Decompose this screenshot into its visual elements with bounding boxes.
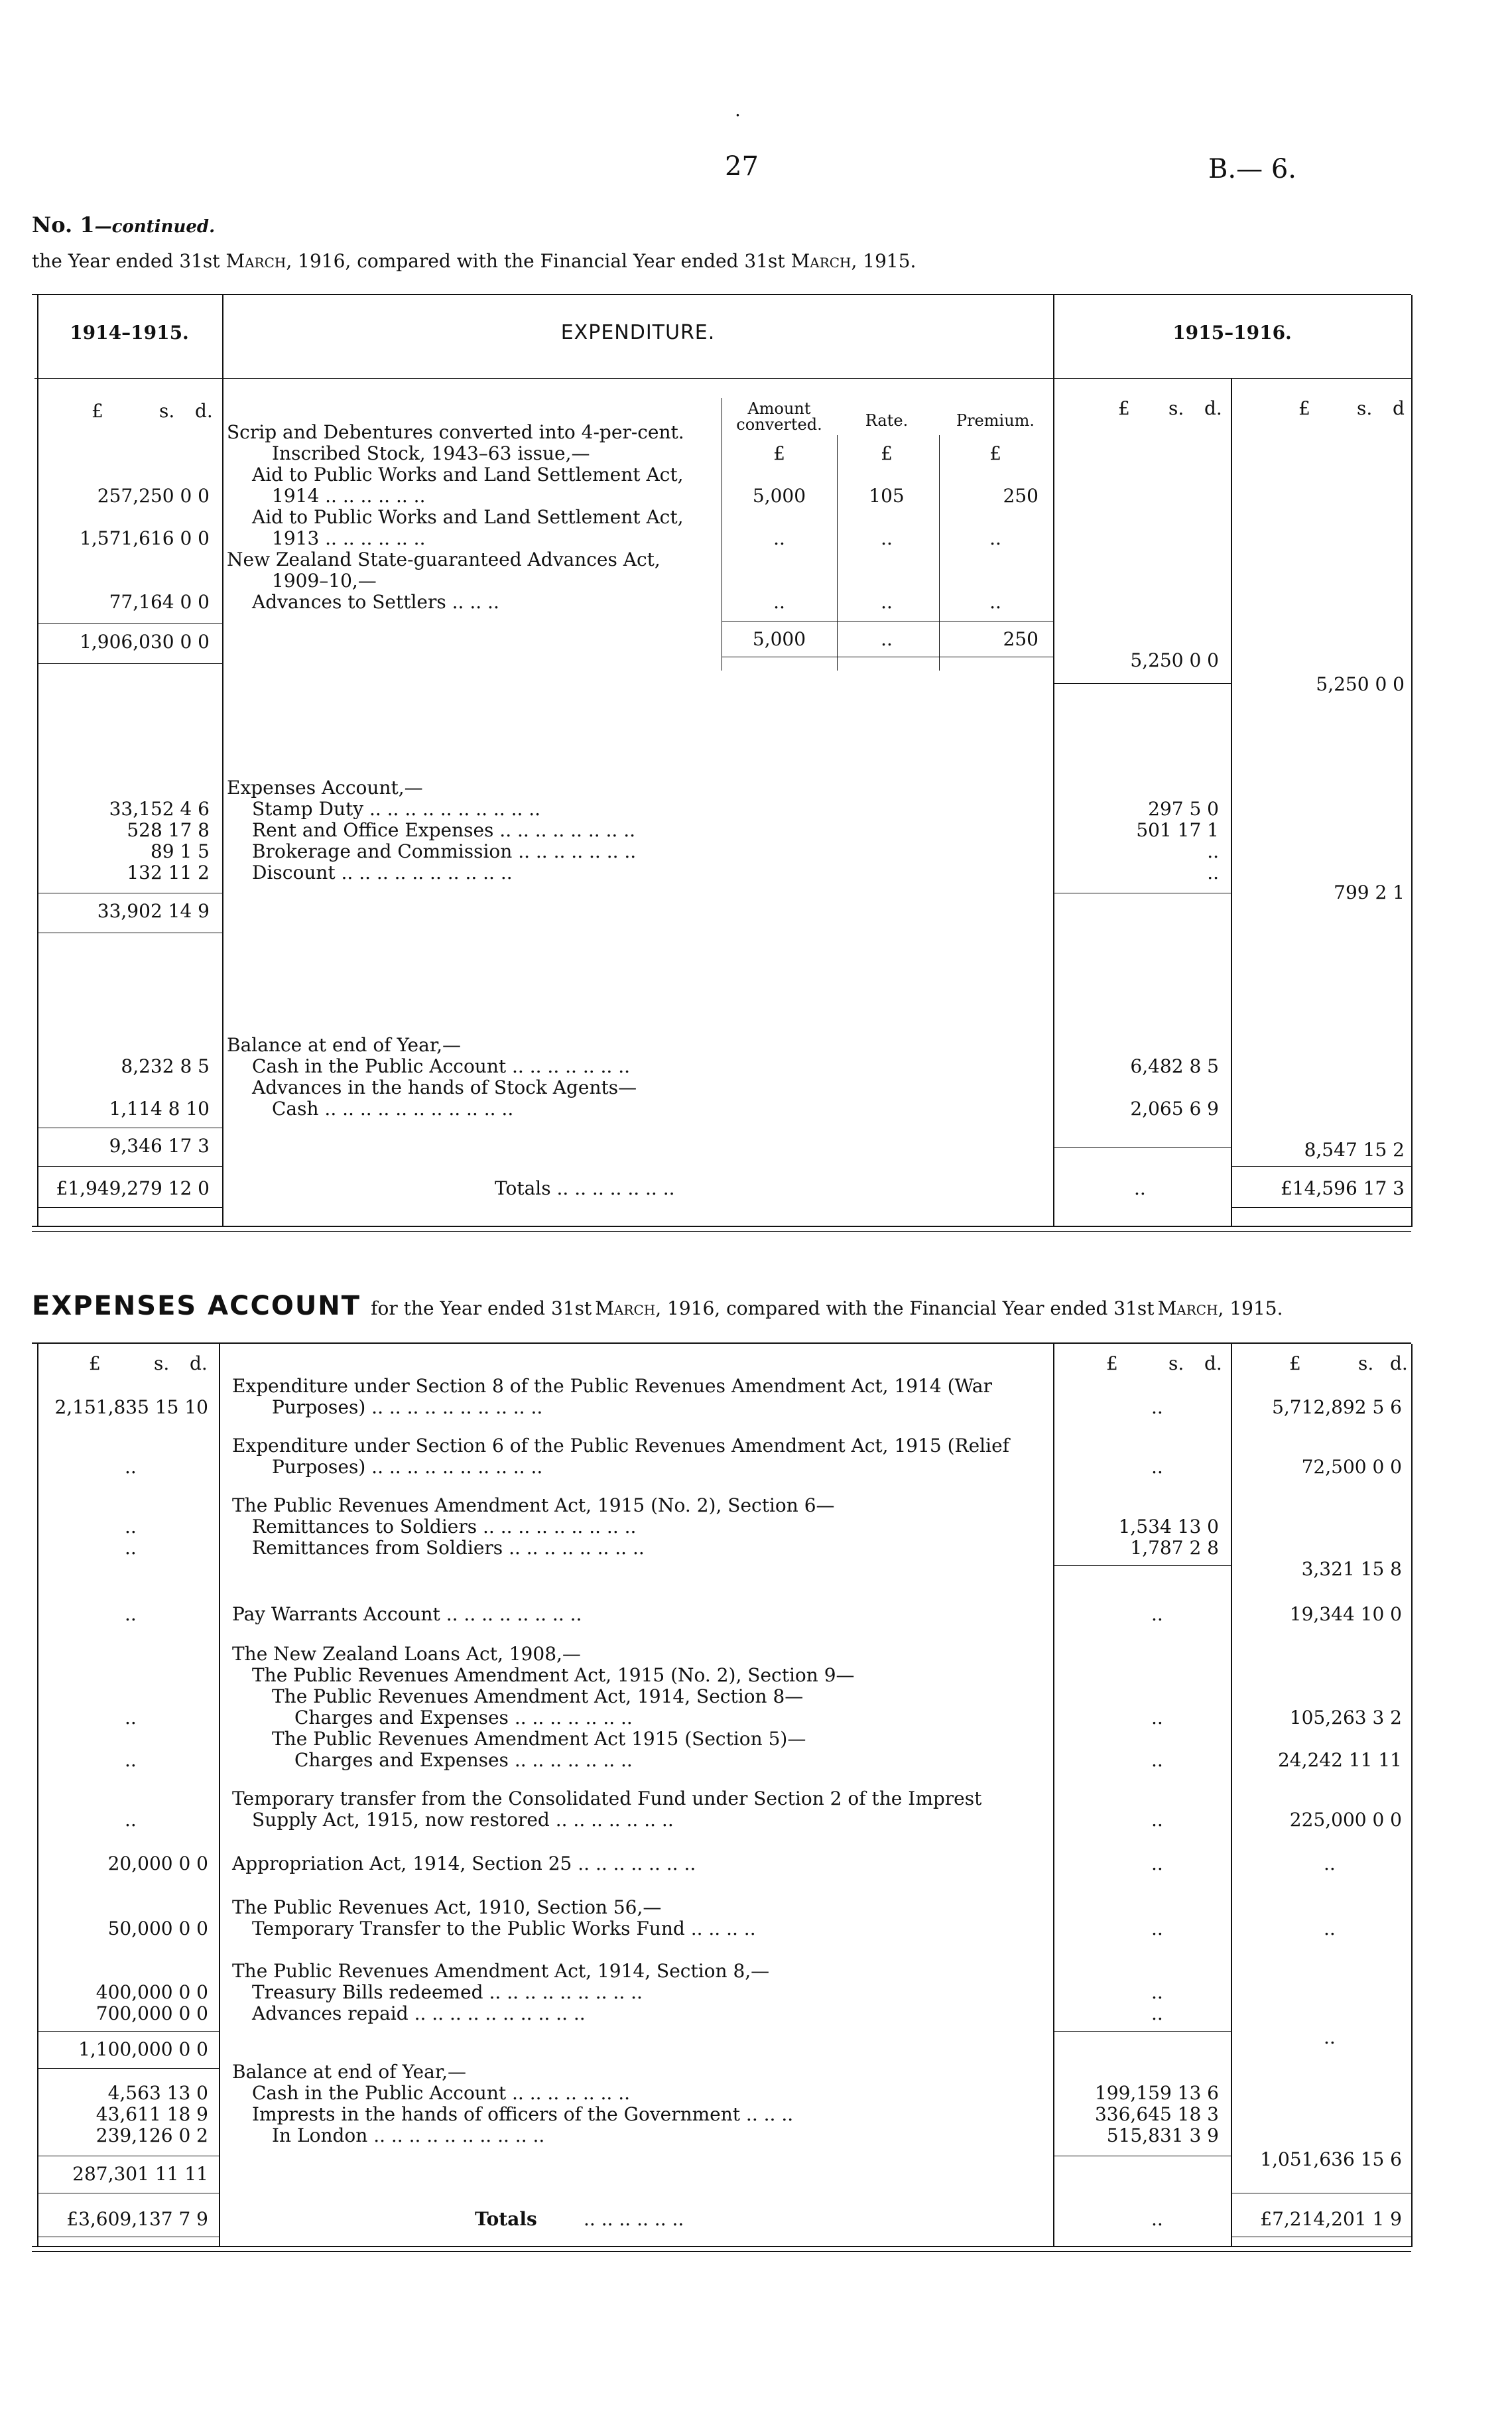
- relief-mid: ..: [1151, 1456, 1163, 1478]
- unit-pound: £: [1298, 397, 1310, 419]
- scrip-total-premium: 250: [1003, 628, 1039, 650]
- rule: [219, 1344, 220, 2247]
- rule: [32, 1231, 1411, 1232]
- unit-s: s.: [159, 400, 175, 422]
- rule: [37, 1166, 222, 1167]
- rule: [37, 2068, 219, 2069]
- balance-adv-prev: 1,114 8 10: [109, 1098, 210, 1120]
- loans2-curr: 24,242 11 11: [1277, 1749, 1402, 1771]
- section-no-label: No. 1: [32, 212, 95, 237]
- rule: [1053, 1344, 1054, 2247]
- unit-s: s.: [1168, 1352, 1184, 1374]
- balance-cash-curr: 6,482 8 5: [1130, 1055, 1219, 1077]
- rule: [37, 1207, 222, 1208]
- unit-d: d.: [190, 1352, 208, 1374]
- bal1-prev: 4,563 13 0: [107, 2082, 208, 2104]
- pr1910-mid: ..: [1151, 1918, 1163, 1939]
- scrip-dots: ..: [773, 591, 785, 613]
- approp-curr: ..: [1324, 1853, 1336, 1874]
- balance-cash-prev: 8,232 8 5: [121, 1055, 210, 1077]
- rule: [1231, 378, 1232, 1227]
- rule: [1411, 1344, 1413, 2247]
- tb1-mid: ..: [1151, 1981, 1163, 2003]
- bal-title: Balance at end of Year,—: [232, 2061, 467, 2083]
- rule: [32, 2251, 1411, 2252]
- unit-d: d.: [1390, 1352, 1408, 1374]
- rule: [1231, 1344, 1232, 2247]
- rule: [32, 1226, 1411, 1227]
- amount-converted-line2: converted.: [736, 415, 822, 434]
- unit-s: s.: [154, 1352, 170, 1374]
- pr1910-curr: ..: [1324, 1918, 1336, 1939]
- totals-mid: ..: [1134, 1177, 1146, 1199]
- unit-pound: £: [89, 1352, 101, 1374]
- scrip-r1-premium: 250: [1003, 485, 1039, 507]
- temp-prev: ..: [125, 1809, 137, 1831]
- war-prev: 2,151,835 15 10: [54, 1396, 208, 1418]
- scrip-r1-amount: 5,000: [752, 485, 806, 507]
- expenses-item-prev: 89 1 5: [150, 840, 210, 862]
- expenses-total: 799 2 1: [1334, 881, 1405, 903]
- scrip-dots: ..: [989, 591, 1001, 613]
- rule: [1053, 2031, 1231, 2032]
- balance-adv-cash-label: Cash .. .. .. .. .. .. .. .. .. .. ..: [272, 1098, 514, 1120]
- rem-from-prev: ..: [125, 1537, 137, 1559]
- scrip-dots: ..: [773, 527, 785, 549]
- rule: [37, 1344, 38, 2247]
- scrip-total-amount: 5,000: [752, 628, 806, 650]
- scrip-title: Scrip and Debentures converted into 4-per-cent.: [227, 421, 684, 443]
- scrip-title2: Inscribed Stock, 1943–63 issue,—: [272, 442, 590, 464]
- rule: [1411, 295, 1413, 1227]
- tb-title: The Public Revenues Amendment Act, 1914, Section 8,—: [232, 1960, 770, 1982]
- scrip-subtotal: 5,250 0 0: [1130, 649, 1219, 671]
- scrip-total: 5,250 0 0: [1316, 673, 1405, 695]
- tb-l1: Treasury Bills redeemed .. .. .. .. .. .. .. .. ..: [252, 1981, 643, 2003]
- unit-pound: £: [881, 442, 893, 464]
- expenses-account-march1: March: [595, 1297, 656, 1319]
- bottom-totals-mid: ..: [1151, 2208, 1163, 2230]
- section-number: [32, 212, 215, 237]
- scrip-r3-prev: 77,164 0 0: [109, 591, 210, 613]
- scrip-aid2-l2: 1913 .. .. .. .. .. ..: [272, 527, 426, 549]
- loans2-mid: ..: [1151, 1749, 1163, 1771]
- bal-curr: 1,051,636 15 6: [1260, 2148, 1402, 2170]
- premium-header: Premium.: [956, 411, 1035, 430]
- loans2-prev: ..: [125, 1749, 137, 1771]
- rem-total: 3,321 15 8: [1301, 1558, 1402, 1580]
- unit-pound: £: [1118, 397, 1130, 419]
- rule: [1053, 1565, 1231, 1566]
- approp-label: Appropriation Act, 1914, Section 25 .. .. .. .. .. .. ..: [232, 1853, 696, 1874]
- top-subtitle-march1: March: [225, 250, 286, 272]
- unit-s: s.: [1168, 397, 1184, 419]
- col-header-curr: 1915–1916.: [1172, 322, 1292, 344]
- bottom-totals-label: Totals: [475, 2208, 537, 2230]
- loans-l5: The Public Revenues Amendment Act 1915 (Section 5)—: [272, 1728, 806, 1750]
- temp-l2: Supply Act, 1915, now restored .. .. .. .. .. .. ..: [252, 1809, 674, 1831]
- unit-pound: £: [1106, 1352, 1118, 1374]
- expenses-account-march2: March: [1157, 1297, 1218, 1319]
- tb-total-prev: 1,100,000 0 0: [78, 2038, 208, 2060]
- scrip-r1-prev: 257,250 0 0: [97, 485, 210, 507]
- unit-d: d.: [195, 400, 213, 422]
- expenses-item-curr: ..: [1207, 862, 1219, 883]
- rule: [34, 378, 1411, 379]
- rule: [37, 295, 38, 1227]
- temp-l1: Temporary transfer from the Consolidated Fund under Section 2 of the Imprest: [232, 1788, 982, 1809]
- scrip-total-prev: 1,906,030 0 0: [80, 631, 210, 653]
- war-curr: 5,712,892 5 6: [1272, 1396, 1402, 1418]
- totals-curr: £14,596 17 3: [1280, 1177, 1405, 1199]
- war-label-l2: Purposes) .. .. .. .. .. .. .. .. .. ..: [272, 1396, 543, 1418]
- rule: [37, 2031, 219, 2032]
- top-subtitle-c: , 1915.: [851, 250, 916, 272]
- relief-label-l1: Expenditure under Section 6 of the Public Revenues Amendment Act, 1915 (Relief: [232, 1435, 1010, 1457]
- unit-pound: £: [1289, 1352, 1301, 1374]
- scrip-dots: ..: [989, 527, 1001, 549]
- unit-s: s.: [1358, 1352, 1374, 1374]
- bal3-mid: 515,831 3 9: [1106, 2124, 1219, 2146]
- scrip-dots: ..: [881, 527, 893, 549]
- pr1910-l1: The Public Revenues Act, 1910, Section 56,—: [232, 1896, 662, 1918]
- rule: [1231, 1166, 1411, 1167]
- col-header-expenditure: EXPENDITURE.: [560, 321, 716, 344]
- rem-to-label: Remittances to Soldiers .. .. .. .. .. .. .. .. ..: [252, 1516, 637, 1537]
- expenses-item-curr: ..: [1207, 840, 1219, 862]
- pay-prev: ..: [125, 1603, 137, 1625]
- rem-from-label: Remittances from Soldiers .. .. .. .. .. .. .. ..: [252, 1537, 645, 1559]
- bal-l3: In London .. .. .. .. .. .. .. .. .. ..: [272, 2124, 545, 2146]
- unit-pound: £: [989, 442, 1001, 464]
- rule: [32, 2246, 1411, 2247]
- expenses-account-heading: [32, 1291, 1283, 1321]
- loans-l3: The Public Revenues Amendment Act, 1914, Section 8—: [272, 1685, 804, 1707]
- expenses-item-label: Discount .. .. .. .. .. .. .. .. .. ..: [252, 862, 513, 883]
- tb2-mid: ..: [1151, 2002, 1163, 2024]
- amount-converted-line1: Amount: [747, 399, 811, 418]
- loans-l4: Charges and Expenses .. .. .. .. .. .. ..: [294, 1707, 633, 1728]
- relief-label-l2: Purposes) .. .. .. .. .. .. .. .. .. ..: [272, 1456, 543, 1478]
- rule: [1053, 683, 1231, 684]
- balance-total: 8,547 15 2: [1304, 1139, 1405, 1161]
- loans1-prev: ..: [125, 1707, 137, 1728]
- rule: [32, 1342, 1411, 1344]
- loans-l6: Charges and Expenses .. .. .. .. .. .. ..: [294, 1749, 633, 1771]
- page-number: 27: [725, 151, 759, 182]
- loans-l1: The New Zealand Loans Act, 1908,—: [232, 1643, 581, 1665]
- scrip-dots: ..: [881, 591, 893, 613]
- pr1910-l2: Temporary Transfer to the Public Works Fund .. .. .. ..: [252, 1918, 756, 1939]
- pra-title: The Public Revenues Amendment Act, 1915 (No. 2), Section 6—: [232, 1494, 835, 1516]
- rule: [37, 663, 222, 664]
- scrip-nz-l1: New Zealand State-guaranteed Advances Act,: [227, 549, 661, 570]
- amount-converted-header: [723, 401, 836, 432]
- pr1910-prev: 50,000 0 0: [107, 1918, 208, 1939]
- expenses-account-sub-c: , 1915.: [1218, 1297, 1283, 1319]
- balance-title: Balance at end of Year,—: [227, 1034, 462, 1056]
- scrip-aid2-l1: Aid to Public Works and Land Settlement Act,: [252, 506, 684, 528]
- relief-curr: 72,500 0 0: [1301, 1456, 1402, 1478]
- bal2-mid: 336,645 18 3: [1094, 2103, 1219, 2125]
- temp-mid: ..: [1151, 1809, 1163, 1831]
- document-ref: B.— 6.: [1208, 154, 1296, 184]
- rem-from-mid: 1,787 2 8: [1130, 1537, 1219, 1559]
- unit-d: d.: [1204, 1352, 1222, 1374]
- rule: [1231, 1207, 1411, 1208]
- pay-curr: 19,344 10 0: [1289, 1603, 1402, 1625]
- top-subtitle-march2: March: [790, 250, 851, 272]
- bal-l1: Cash in the Public Account .. .. .. .. .. .. ..: [252, 2082, 631, 2104]
- expenses-item-label: Brokerage and Commission .. .. .. .. .. .. ..: [252, 840, 637, 862]
- temp-curr: 225,000 0 0: [1289, 1809, 1402, 1831]
- expenses-item-label: Stamp Duty .. .. .. .. .. .. .. .. .. ..: [252, 798, 541, 820]
- unit-pound: £: [92, 400, 103, 422]
- loans1-curr: 105,263 3 2: [1289, 1707, 1402, 1728]
- col-header-prev: 1914–1915.: [70, 322, 189, 344]
- totals-prev: £1,949,279 12 0: [56, 1177, 210, 1199]
- expenses-account-sub-b: , 1916, compared with the Financial Year ended 31st: [655, 1297, 1155, 1319]
- rule: [222, 295, 223, 1227]
- top-subtitle: [32, 251, 916, 272]
- expenses-item-prev: 33,152 4 6: [109, 798, 210, 820]
- unit-pound: £: [773, 442, 785, 464]
- bottom-totals-dots: .. .. .. .. .. ..: [584, 2208, 684, 2230]
- expenses-item-curr: 297 5 0: [1148, 798, 1219, 820]
- rem-to-mid: 1,534 13 0: [1118, 1516, 1219, 1537]
- approp-mid: ..: [1151, 1853, 1163, 1874]
- scrip-adv: Advances to Settlers .. .. ..: [252, 591, 499, 613]
- balance-cash-label: Cash in the Public Account .. .. .. .. .. .. ..: [252, 1055, 631, 1077]
- rule: [32, 294, 1411, 295]
- bottom-totals-curr: £7,214,201 1 9: [1260, 2208, 1402, 2230]
- rule: [1053, 1147, 1231, 1148]
- unit-d: d.: [1204, 397, 1222, 419]
- scrip-r1-rate: 105: [869, 485, 905, 507]
- rem-to-prev: ..: [125, 1516, 137, 1537]
- top-subtitle-b: , 1916, compared with the Financial Year ended 31st: [286, 250, 785, 272]
- totals-label: Totals .. .. .. .. .. .. ..: [495, 1177, 675, 1199]
- tb-l2: Advances repaid .. .. .. .. .. .. .. .. .. ..: [252, 2002, 586, 2024]
- scrip-aid1-l1: Aid to Public Works and Land Settlement Act,: [252, 464, 684, 486]
- war-mid: ..: [1151, 1396, 1163, 1418]
- expenses-item-prev: 528 17 8: [127, 819, 210, 841]
- tb1-prev: 400,000 0 0: [95, 1981, 208, 2003]
- rate-header: Rate.: [865, 411, 909, 430]
- balance-adv-curr: 2,065 6 9: [1130, 1098, 1219, 1120]
- expenses-item-label: Rent and Office Expenses .. .. .. .. .. .. .. ..: [252, 819, 636, 841]
- balance-total-prev: 9,346 17 3: [109, 1135, 210, 1157]
- loans-l2: The Public Revenues Amendment Act, 1915 (No. 2), Section 9—: [252, 1664, 855, 1686]
- bal-total-prev: 287,301 11 11: [72, 2163, 208, 2185]
- tb-curr: ..: [1324, 2026, 1336, 2048]
- unit-s: s.: [1357, 397, 1373, 419]
- loans1-mid: ..: [1151, 1707, 1163, 1728]
- scrip-aid1-l2: 1914 .. .. .. .. .. ..: [272, 485, 426, 507]
- expenses-item-prev: 132 11 2: [127, 862, 210, 883]
- rule: [1053, 295, 1054, 1227]
- bal2-prev: 43,611 18 9: [95, 2103, 208, 2125]
- pay-mid: ..: [1151, 1603, 1163, 1625]
- bal-l2: Imprests in the hands of officers of the Government .. .. ..: [252, 2103, 794, 2125]
- expenses-account-title: EXPENSES ACCOUNT: [32, 1291, 361, 1321]
- approp-prev: 20,000 0 0: [107, 1853, 208, 1874]
- header-dot: .: [735, 99, 741, 121]
- expenses-title: Expenses Account,—: [227, 777, 423, 799]
- bal3-prev: 239,126 0 2: [95, 2124, 208, 2146]
- expenses-total-prev: 33,902 14 9: [97, 900, 210, 922]
- scrip-dots: ..: [881, 628, 893, 650]
- section-continued: —continued.: [94, 217, 216, 237]
- bottom-totals-prev: £3,609,137 7 9: [66, 2208, 208, 2230]
- expenses-account-sub-a: for the Year ended 31st: [371, 1297, 592, 1319]
- scrip-r2-prev: 1,571,616 0 0: [80, 527, 210, 549]
- pay-label: Pay Warrants Account .. .. .. .. .. .. .. ..: [232, 1603, 582, 1625]
- expenses-item-curr: 501 17 1: [1136, 819, 1219, 841]
- top-subtitle-a: the Year ended 31st: [32, 250, 220, 272]
- relief-prev: ..: [125, 1456, 137, 1478]
- bal1-mid: 199,159 13 6: [1094, 2082, 1219, 2104]
- scrip-nz-l2: 1909–10,—: [272, 570, 377, 592]
- unit-d: d: [1393, 397, 1405, 419]
- rule: [37, 623, 222, 624]
- tb2-prev: 700,000 0 0: [95, 2002, 208, 2024]
- war-label-l1: Expenditure under Section 8 of the Public Revenues Amendment Act, 1914 (War: [232, 1375, 992, 1397]
- balance-adv-label: Advances in the hands of Stock Agents—: [252, 1076, 637, 1098]
